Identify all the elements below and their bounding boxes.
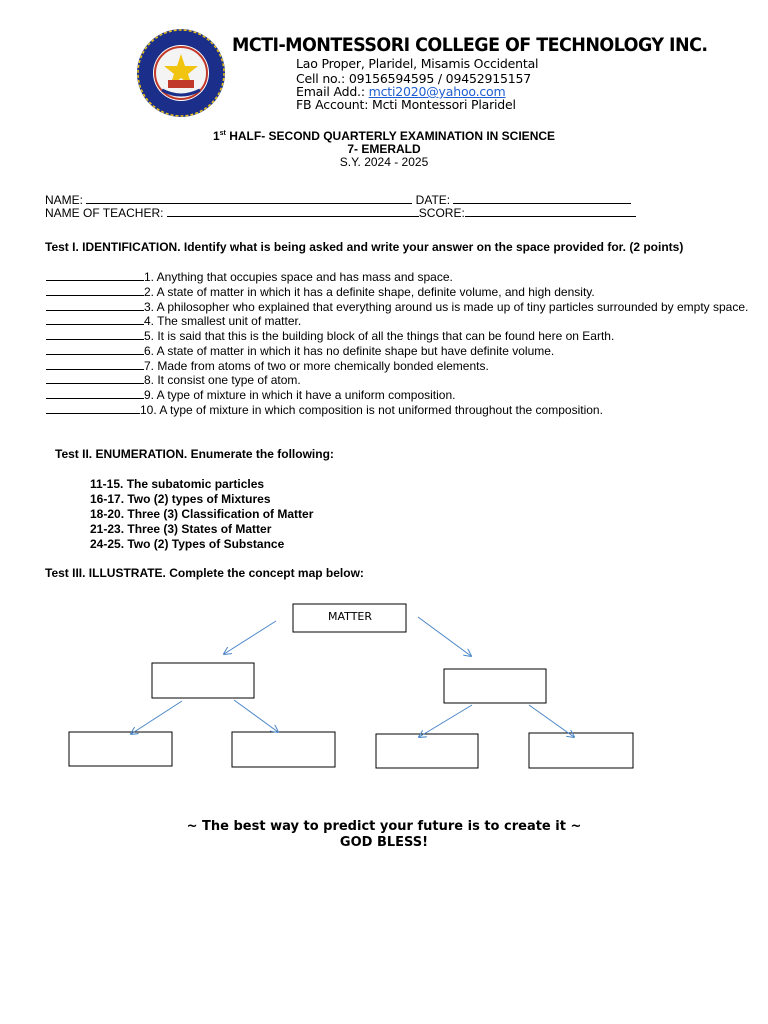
enumeration-item: 21-23. Three (3) States of Matter — [90, 522, 272, 536]
enumeration-item: 11-15. The subatomic particles — [90, 477, 265, 491]
enumeration-item: 24-25. Two (2) Types of Substance — [90, 537, 285, 551]
question-item: 10. A type of mixture in which composition is not uniformed throughout the composition. — [46, 403, 603, 417]
concept-blank-box[interactable] — [152, 663, 254, 698]
enumeration-item: 18-20. Three (3) Classification of Matter — [90, 507, 314, 521]
question-item: 4. The smallest unit of matter. — [46, 314, 301, 328]
arrow — [131, 701, 182, 734]
arrow — [418, 617, 471, 656]
question-item: 5. It is said that this is the building block of all the things that can be found here on Earth. — [46, 329, 614, 343]
school-year: S.Y. 2024 - 2025 — [339, 155, 429, 169]
teacher-label: NAME OF TEACHER: — [45, 206, 167, 220]
question-item: 1. Anything that occupies space and has mass and space. — [46, 270, 453, 284]
concept-blank-box[interactable] — [444, 669, 546, 703]
concept-blank-box[interactable] — [529, 733, 633, 768]
question-item: 6. A state of matter in which it has no definite shape but have definite volume. — [46, 344, 554, 358]
school-name: MCTI-MONTESSORI COLLEGE OF TECHNOLOGY INC. — [232, 34, 708, 56]
question-item: 8. It consist one type of atom. — [46, 373, 301, 387]
date-label: DATE: — [412, 193, 454, 207]
motivational-quote: ~ The best way to predict your future is to create it ~ — [186, 819, 582, 834]
name-label: NAME: — [45, 193, 87, 207]
arrow — [234, 700, 278, 732]
question-item: 9. A type of mixture in which it have a uniform composition. — [46, 388, 455, 402]
school-address: Lao Proper, Plaridel, Misamis Occidental — [296, 56, 539, 71]
exam-section: 7- EMERALD — [347, 142, 421, 156]
question-item: 3. A philosopher who explained that everything around us is made up of tiny particles surrounded by empty space. — [46, 300, 748, 314]
school-fb: FB Account: Mcti Montessori Plaridel — [296, 97, 516, 112]
concept-blank-box[interactable] — [232, 732, 335, 767]
question-item: 2. A state of matter in which it has a definite shape, definite volume, and high density. — [46, 285, 595, 299]
god-bless-text: GOD BLESS! — [339, 835, 429, 850]
exam-title: 1st HALF- SECOND QUARTERLY EXAMINATION IN SCIENCE — [212, 129, 556, 143]
arrow — [419, 705, 472, 737]
school-cell: Cell no.: 09156594595 / 09452915157 — [296, 71, 531, 86]
arrow — [529, 705, 574, 737]
arrow — [224, 621, 276, 654]
question-item: 7. Made from atoms of two or more chemically bonded elements. — [46, 359, 489, 373]
concept-blank-box[interactable] — [376, 734, 478, 768]
test2-heading: Test II. ENUMERATION. Enumerate the following: — [55, 447, 334, 461]
score-label: SCORE: — [418, 206, 465, 220]
concept-blank-box[interactable] — [69, 732, 172, 766]
matter-label: MATTER — [328, 610, 372, 623]
email-label: Email Add.: — [296, 84, 369, 99]
test1-heading: Test I. IDENTIFICATION. Identify what is being asked and write your answer on the space provided for. (2 points) — [45, 240, 684, 254]
email-link[interactable]: mcti2020@yahoo.com — [368, 84, 506, 99]
test3-heading: Test III. ILLUSTRATE. Complete the concept map below: — [45, 566, 364, 580]
enumeration-item: 16-17. Two (2) types of Mixtures — [90, 492, 271, 506]
